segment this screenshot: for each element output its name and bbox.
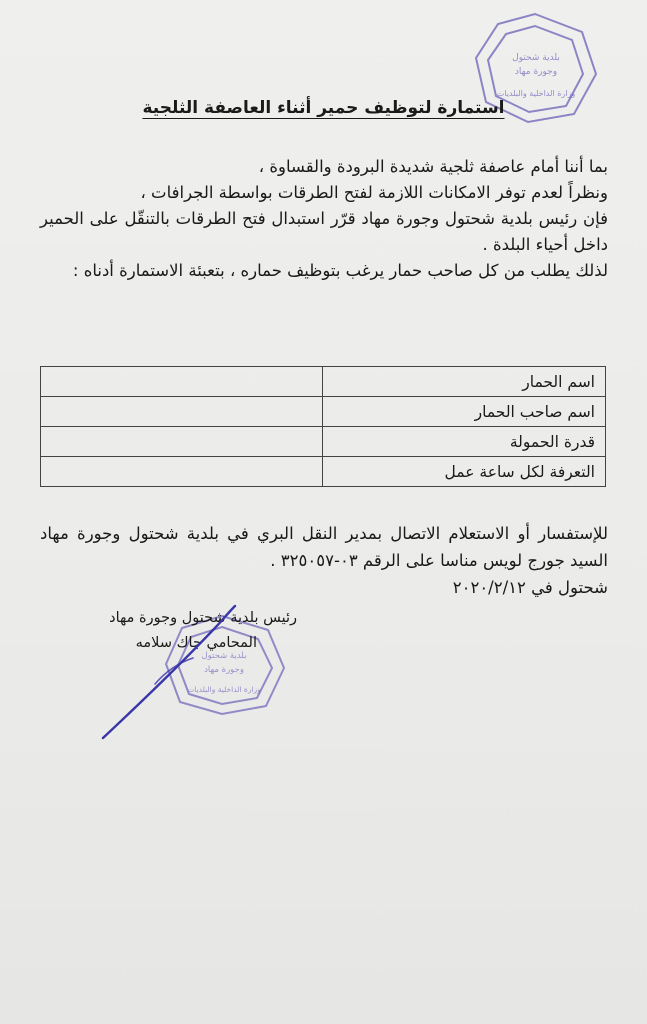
form-label: قدرة الحمولة [323,427,606,457]
form-label: التعرفة لكل ساعة عمل [323,457,606,487]
paragraph: فإن رئيس بلدية شحتول وجورة مهاد قرّر استبدال فتح الطرقات بالتنقّل على الحمير داخل أحياء البلدة . [40,209,608,254]
document-title: استمارة لتوظيف حمير أثناء العاصفة الثلجية [142,98,505,118]
table-row [41,397,606,427]
stamp-text: وزارة الداخلية والبلديات [496,89,576,98]
handwritten-signature [95,600,245,745]
registration-form-table [40,366,606,487]
paragraph: ونظراً لعدم توفر الامكانات اللازمة لفتح الطرقات بواسطة الجرافات ، [140,183,608,202]
contact-section [40,520,608,601]
contact-text: للإستفسار أو الاستعلام الاتصال بمدير النقل البري في بلدية شحتول وجورة مهاد السيد جورج لويس مناسا على الرقم ٠٣-٣٢٥٠٥٧ . [40,524,608,570]
form-field[interactable] [41,427,323,457]
table-row [41,457,606,487]
stamp-text: وجورة مهاد [514,67,558,77]
paragraph: بما أننا أمام عاصفة ثلجية شديدة البرودة والقساوة ، [258,157,608,176]
signatory-title: رئيس بلدية شحتول وجورة مهاد [109,610,297,626]
table-row [41,367,606,397]
form-field[interactable] [41,457,323,487]
document-body [40,154,608,284]
signatory-name: المحامي جاك سلامه [135,635,257,651]
date-line: شحتول في ٢٠٢٠/٢/١٢ [452,578,608,597]
form-field[interactable] [41,367,323,397]
form-label: اسم صاحب الحمار [323,397,606,427]
stamp-text: بلدية شحتول [201,651,247,661]
stamp-text: وزارة الداخلية والبلديات [187,685,261,694]
stamp-text: وجورة مهاد [204,665,244,675]
form-field[interactable] [41,397,323,427]
table-row [41,427,606,457]
stamp-text: بلدية شحتول [512,53,560,63]
form-label: اسم الحمار [323,367,606,397]
paragraph: لذلك يطلب من كل صاحب حمار يرغب بتوظيف حماره ، بتعبئة الاستمارة أدناه : [72,261,608,280]
